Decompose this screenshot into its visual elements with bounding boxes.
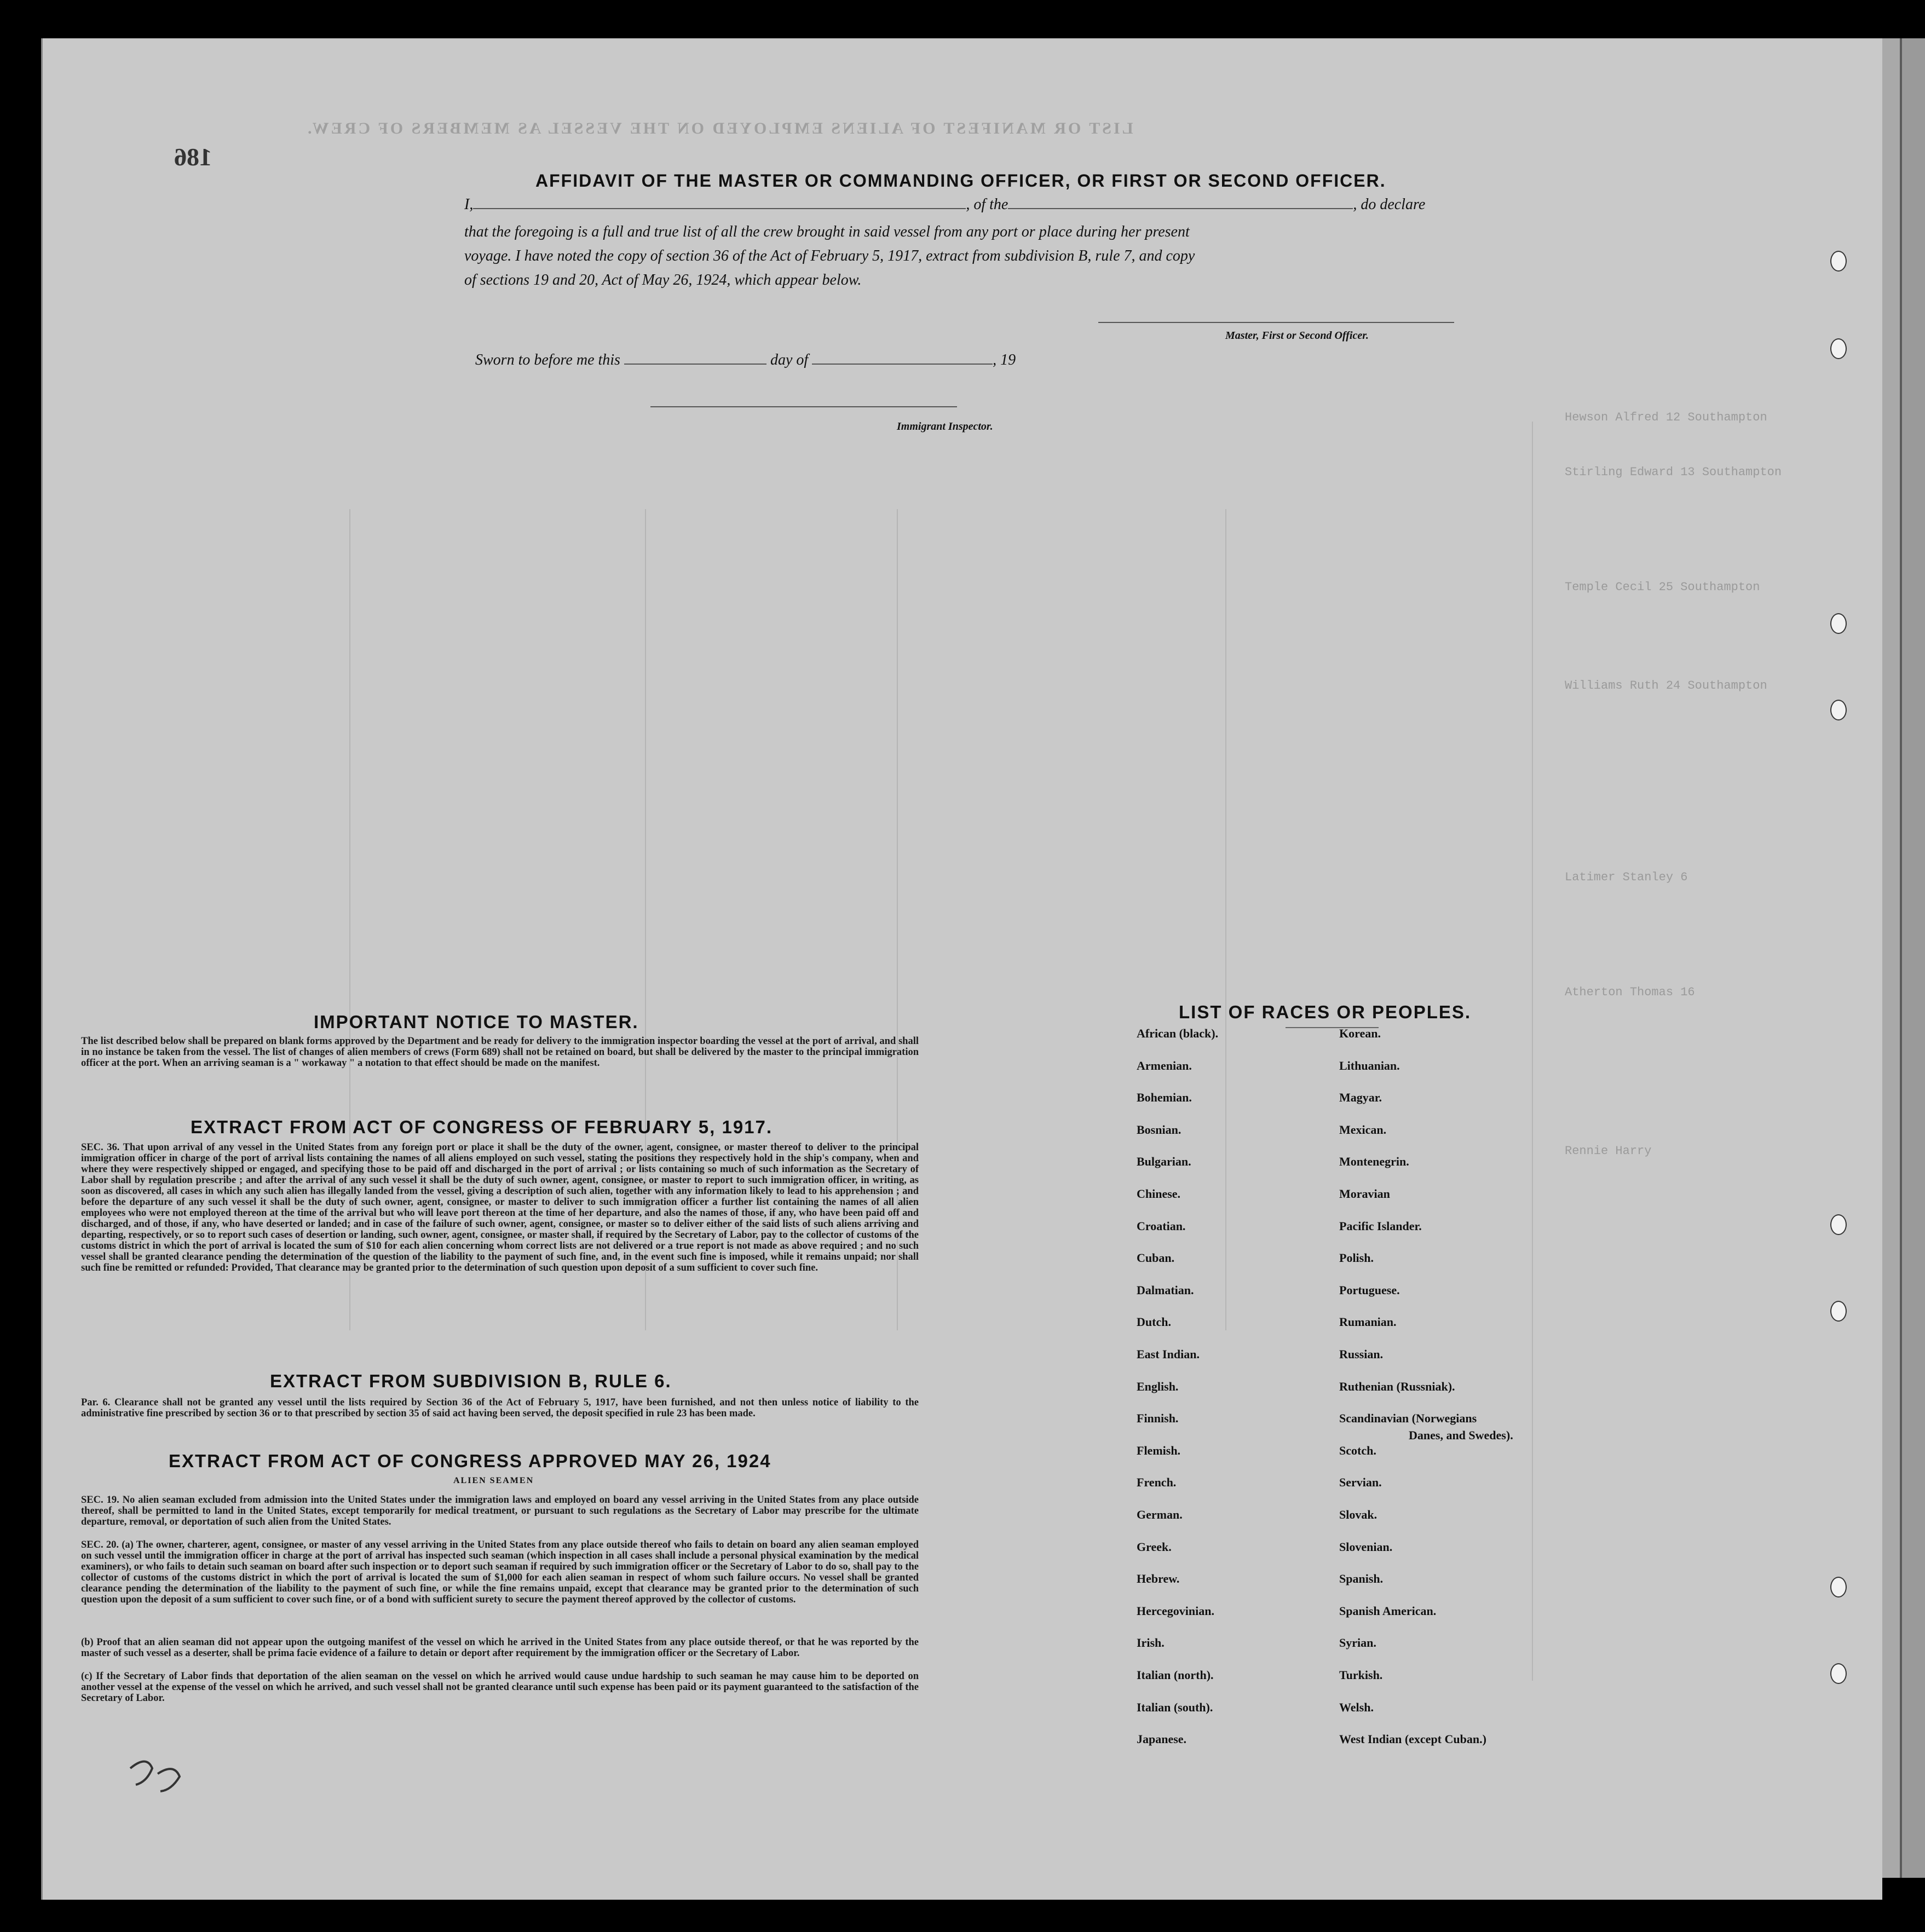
race-item: Magyar. <box>1339 1091 1382 1105</box>
race-item: Chinese. <box>1137 1187 1181 1201</box>
sworn-year-label: , 19 <box>993 351 1016 368</box>
extract-1924-subtitle: ALIEN SEAMEN <box>453 1476 534 1485</box>
binder-hole <box>1830 1577 1847 1597</box>
race-item: Rumanian. <box>1339 1315 1397 1329</box>
inspector-signature-label: Immigrant Inspector. <box>897 420 993 432</box>
bleedthrough-heading: LIST OR MANIFEST OF ALIENS EMPLOYED ON THE VESSEL AS MEMBERS OF CREW. <box>306 119 1133 137</box>
race-item: German. <box>1137 1508 1183 1521</box>
extract-rule6-body: Par. 6. Clearance shall not be granted any vessel until the lists required by Section 36 of the Act of February 5, 1917, have been furnished, and not then unless notice of liability to the administrative fine prescribed by section 36 or to that prescribed by section 35 of said act having been served, the deposit specified in rule 23 has been made. <box>81 1397 919 1419</box>
binder-hole <box>1830 1301 1847 1322</box>
race-item: Ruthenian (Russniak). <box>1339 1379 1455 1393</box>
race-item: Hebrew. <box>1137 1572 1180 1586</box>
race-item: Finnish. <box>1137 1411 1179 1426</box>
extract-rule6-title: EXTRACT FROM SUBDIVISION B, RULE 6. <box>270 1371 672 1391</box>
race-item: Dutch. <box>1137 1315 1171 1329</box>
race-item: Bulgarian. <box>1137 1155 1191 1169</box>
notice-body: The list described below shall be prepared on blank forms approved by the Department and be ready for delivery to the immigration inspector boarding the vessel at the port of arrival, and shall in no instance be taken from the vessel. The list of changes of alien members of crews (Form 689) shall not be retained on board, but shall be delivered by the master to the principal immigration officer at the port. When an arriving seaman is a " workaway " a notation to that effect should be made on the manifest. <box>81 1036 919 1069</box>
race-item: Bohemian. <box>1137 1091 1192 1105</box>
affidavit-i: I, <box>464 196 474 213</box>
race-item: Cuban. <box>1137 1251 1175 1265</box>
race-item: Scotch. <box>1339 1443 1376 1457</box>
affidavit-line-4: of sections 19 and 20, Act of May 26, 1924, which appear below. <box>464 272 862 289</box>
race-item: Turkish. <box>1339 1668 1383 1682</box>
master-name-blank[interactable] <box>473 196 966 209</box>
affidavit-heading: AFFIDAVIT OF THE MASTER OR COMMANDING OFFICER, OR FIRST OR SECOND OFFICER. <box>535 171 1386 191</box>
affidavit-line-2: that the foregoing is a full and true list of all the crew brought in said vessel from any port or place during her present <box>464 223 1190 240</box>
bleedthrough-text: Williams Ruth 24 Southampton <box>1565 679 1767 693</box>
race-item: Slovenian. <box>1339 1539 1393 1554</box>
bleedthrough-text: Stirling Edward 13 Southampton <box>1565 465 1782 479</box>
extract-1924-title: EXTRACT FROM ACT OF CONGRESS APPROVED MAY 26, 1924 <box>169 1451 771 1471</box>
affidavit-do-declare: , do declare <box>1353 196 1426 213</box>
race-item: Croatian. <box>1137 1219 1186 1233</box>
race-item: Flemish. <box>1137 1443 1181 1457</box>
master-signature-line[interactable] <box>1098 322 1454 323</box>
bleedthrough-text: Atherton Thomas 16 <box>1565 985 1695 999</box>
extract-1924-sec20c: (c) If the Secretary of Labor finds that deportation of the alien seaman on the vessel on which he arrived would cause undue hardship to such seaman he may cause him to be deported on another vessel at the expense of the vessel on which he arrived, and such vessel shall not be granted clearance until such expense has been paid or its payment guaranteed to the satisfaction of the Secretary of Labor. <box>81 1671 919 1704</box>
race-item: Lithuanian. <box>1339 1058 1400 1072</box>
race-item: Servian. <box>1339 1475 1382 1490</box>
binder-hole <box>1830 1663 1847 1684</box>
race-item: Dalmatian. <box>1137 1283 1194 1297</box>
race-item: East Indian. <box>1137 1347 1200 1361</box>
race-item: Moravian <box>1339 1187 1390 1201</box>
extract-1917-body: SEC. 36. That upon arrival of any vessel in the United States from any foreign port or place it shall be the duty of the owner, agent, consignee, or master thereof to deliver to the principal immigration officer in charge of the port of arrival lists containing the names of all aliens employed on such vessel, stating the positions they respectively hold in the ship's company, when and where they were respectively shipped or engaged, and specifying those to be paid off and discharged in the port of arrival ; or lists containing so much of such information as the Secretary of Labor shall by regulation prescribe ; and after the arrival of any such vessel it shall be the duty of such owner, agent, consignee, or master to report to such immigration officer, in writing, as soon as discovered, all cases in which any such alien has illegally landed from the vessel, giving a description of such alien, together with any information likely to lead to his apprehension ; and before the departure of any such vessel it shall be the duty of such owner, agent, consignee, or master to deliver to such immigration officer a further list containing the names of all alien employees who were not employed thereon at the time of the arrival but who will leave port thereon at the time of her departure, and also the names of those, if any, who have been paid off and discharged, and of those, if any, who have deserted or landed; and in case of the failure of such owner, agent, consignee, or master so to deliver either of the said lists of such aliens arriving and departing, respectively, or so to report such cases of desertion or landing, such owner, agent, consignee, or master shall, if required by the Secretary of Labor, pay to the collector of customs of the customs district in which the port of arrival is located the sum of $10 for each alien concerning whom correct lists are not delivered or a true report is not made as above required ; and no such vessel shall be granted clearance pending the determination of the question of the liability to the payment of such fine, and, in the event such fine is imposed, while it remains unpaid; nor shall such fine be remitted or refunded: Provided, That clearance may be granted prior to the determination of such question upon deposit of a sum sufficient to cover such fine. <box>81 1142 919 1273</box>
manifest-page <box>41 38 1882 1900</box>
race-item: Italian (north). <box>1137 1668 1214 1682</box>
race-item: Slovak. <box>1339 1508 1378 1521</box>
binder-hole <box>1830 1214 1847 1235</box>
sworn-line <box>475 351 1016 369</box>
race-item: Polish. <box>1339 1251 1374 1265</box>
race-item: Mexican. <box>1339 1122 1387 1137</box>
affidavit-declaration-line <box>464 196 1425 214</box>
race-item: French. <box>1137 1475 1177 1490</box>
affidavit-line-3: voyage. I have noted the copy of section 36 of the Act of February 5, 1917, extract from subdivision B, rule 7, and copy <box>464 247 1195 264</box>
affidavit-of-the: , of the <box>966 196 1008 213</box>
sworn-date-blank[interactable] <box>624 351 766 365</box>
extract-1924-sec19: SEC. 19. No alien seaman excluded from admission into the United States under the immigration laws and employed on board any vessel arriving in the United States from any place outside thereof, shall be permitted to land in the United States, except temporarily for medical treatment, or pursuant to such regulations as the Secretary of Labor may prescribe for the ultimate departure, removal, or deportation of such alien from the United States. <box>81 1495 919 1527</box>
bleedthrough-text: Latimer Stanley 6 <box>1565 870 1688 884</box>
inspector-signature-line[interactable] <box>650 406 957 407</box>
extract-1924-sec20a: SEC. 20. (a) The owner, charterer, agent, consignee, or master of any vessel arriving in the United States from any place outside thereof who fails to detain on board any alien seaman employed on such vessel until the immigration officer in charge at the port of arrival has inspected such seaman (which inspection in all cases shall include a personal physical examination by the medical examiners), or who fails to detain such seaman on board after such inspection or to deport such seaman if required by such immigration officer or the Secretary of Labor to do so, shall pay to the collector of customs of the customs district in which the port of arrival is located the sum of $1,000 for each alien seaman in respect of whom such failure occurs. No vessel shall be granted clearance pending the determination of the liability to the payment of such fine, or while the fine remains unpaid, except that clearance may be granted prior to the determination of such question upon the deposit of a sum sufficient to cover such fine, or of a bond with sufficient surety to secure the payment thereof approved by the collector of customs. <box>81 1539 919 1605</box>
bleedthrough-text: Hewson Alfred 12 Southampton <box>1565 411 1767 424</box>
race-item-scandinavian-continued: Danes, and Swedes). <box>1409 1428 1513 1442</box>
sworn-label: Sworn to before me this <box>475 351 620 368</box>
sworn-day-label: day of <box>770 351 809 368</box>
master-signature-label: Master, First or Second Officer. <box>1225 330 1369 342</box>
race-item: Scandinavian (Norwegians <box>1339 1411 1477 1426</box>
bleedthrough-text: Rennie Harry <box>1565 1144 1652 1158</box>
race-item: Spanish. <box>1339 1572 1384 1586</box>
page-edge-2 <box>1900 38 1925 1878</box>
race-item: African (black). <box>1137 1026 1219 1040</box>
race-item: Armenian. <box>1137 1058 1192 1072</box>
vessel-name-blank[interactable] <box>1008 196 1353 209</box>
binder-hole <box>1830 700 1847 720</box>
page-number: 186 <box>174 143 212 171</box>
race-item: Korean. <box>1339 1026 1381 1040</box>
binder-hole <box>1830 338 1847 359</box>
bleedthrough-column-line <box>1532 422 1533 1681</box>
binder-hole <box>1830 613 1847 634</box>
race-item: Syrian. <box>1339 1636 1376 1650</box>
race-item: English. <box>1137 1379 1179 1393</box>
race-item: Portuguese. <box>1339 1283 1400 1297</box>
race-item: Russian. <box>1339 1347 1384 1361</box>
extract-1917-title: EXTRACT FROM ACT OF CONGRESS OF FEBRUARY 5, 1917. <box>191 1117 773 1137</box>
race-item: Irish. <box>1137 1636 1165 1650</box>
race-item: Welsh. <box>1339 1700 1374 1714</box>
handwritten-mark <box>125 1752 191 1796</box>
bleedthrough-column-line <box>1225 509 1226 1330</box>
notice-title: IMPORTANT NOTICE TO MASTER. <box>314 1012 639 1032</box>
race-item: West Indian (except Cuban.) <box>1339 1732 1486 1746</box>
race-item: Italian (south). <box>1137 1700 1213 1714</box>
races-title: LIST OF RACES OR PEOPLES. <box>1179 1002 1472 1022</box>
race-item: Pacific Islander. <box>1339 1219 1422 1233</box>
race-item: Greek. <box>1137 1539 1172 1554</box>
race-item: Montenegrin. <box>1339 1155 1409 1169</box>
race-item: Japanese. <box>1137 1732 1187 1746</box>
race-item: Bosnian. <box>1137 1122 1181 1137</box>
race-item: Hercegovinian. <box>1137 1604 1214 1618</box>
extract-1924-sec20b: (b) Proof that an alien seaman did not appear upon the outgoing manifest of the vessel on which he arrived in the United States from any place outside thereof, or that he was reported by the master of such vessel as a deserter, shall be prima facie evidence of a failure to detain or deport after requirement by the immigration officer or the Secretary of Labor. <box>81 1637 919 1659</box>
sworn-month-blank[interactable] <box>812 351 993 365</box>
binder-hole <box>1830 251 1847 272</box>
race-item: Spanish American. <box>1339 1604 1437 1618</box>
bleedthrough-text: Temple Cecil 25 Southampton <box>1565 580 1760 594</box>
